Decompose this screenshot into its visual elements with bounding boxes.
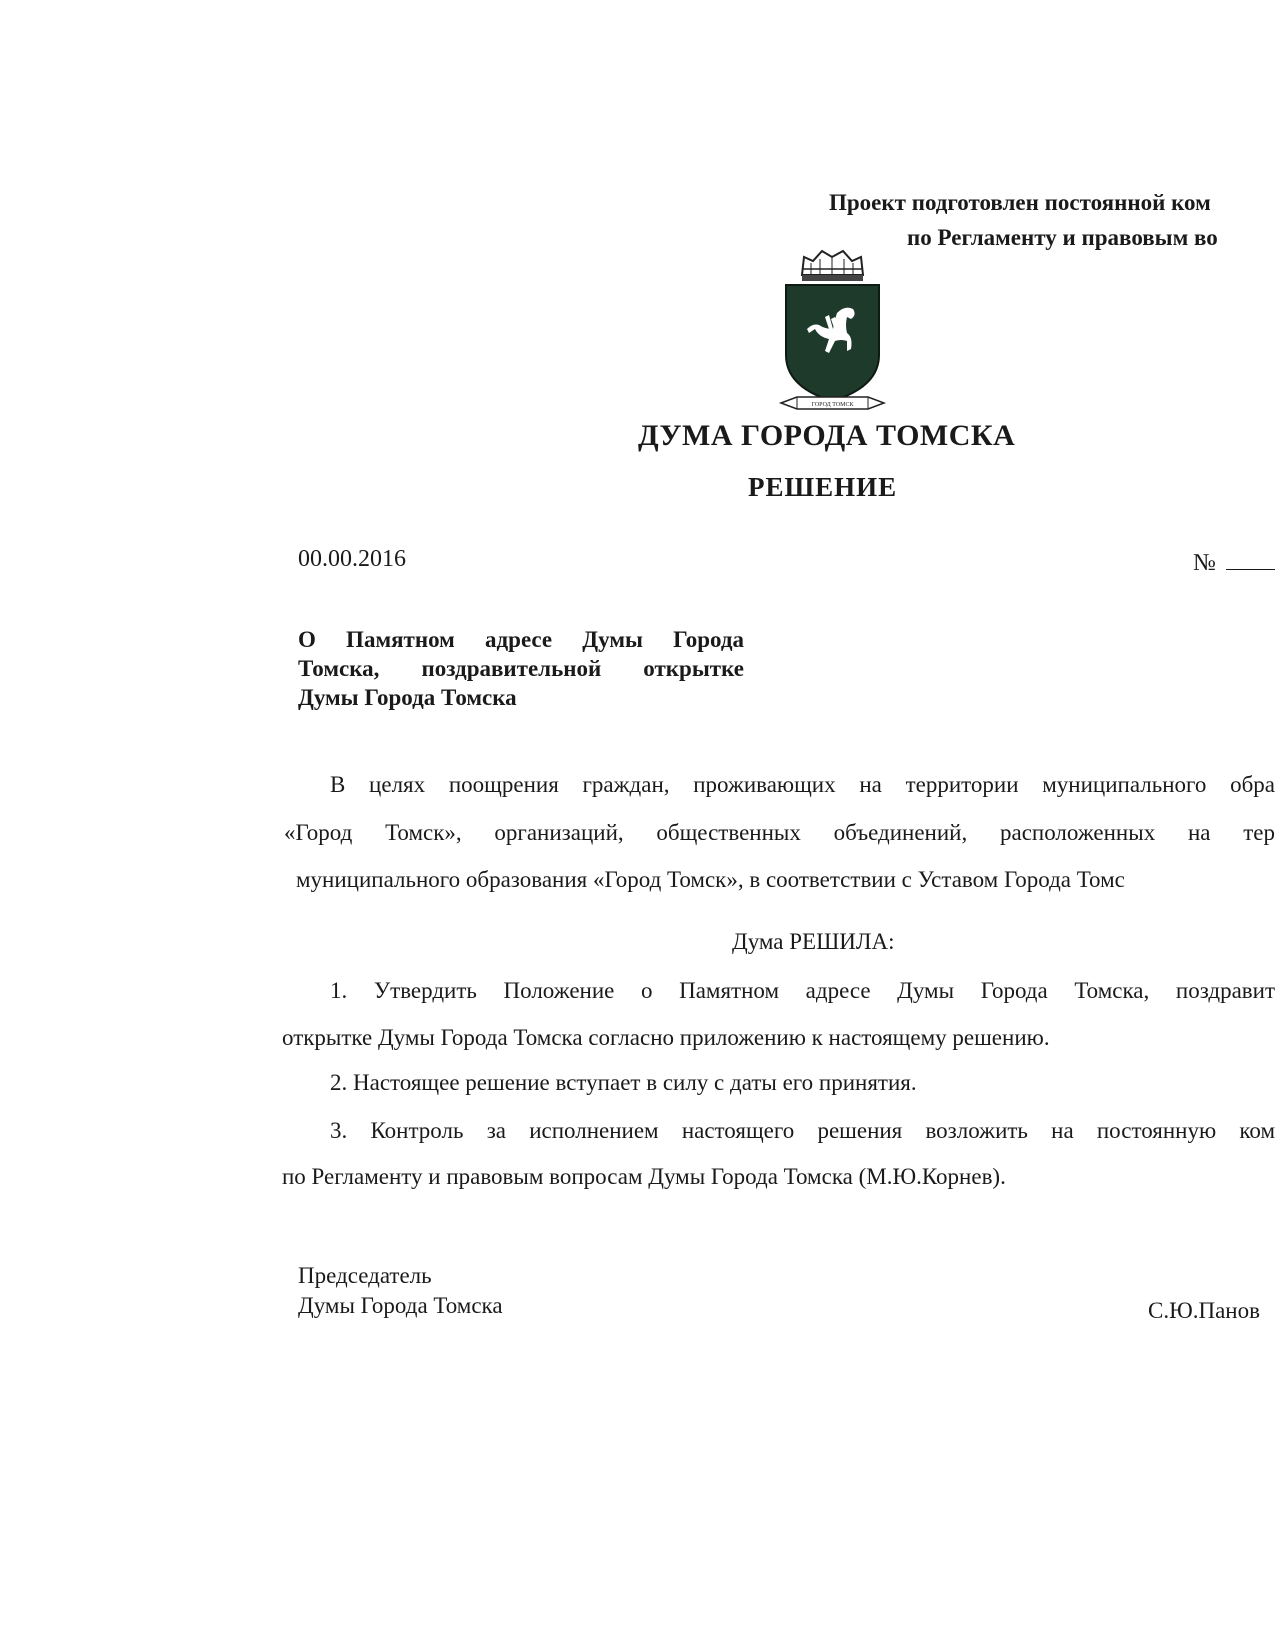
signature-name: С.Ю.Панов: [1148, 1298, 1260, 1323]
duma-decided: Дума РЕШИЛА:: [732, 929, 895, 954]
number-label: №: [1193, 550, 1216, 576]
subject-line1: О Памятном адресе Думы Города: [298, 627, 744, 652]
item-2-line1: 2. Настоящее решение вступает в силу с даты его принятия.: [330, 1070, 917, 1095]
ribbon-text: ГОРОД ТОМСК: [811, 402, 854, 408]
signature-position-line2: Думы Города Томска: [298, 1293, 503, 1318]
preamble-line2: «Город Томск», организаций, общественных объединений, расположенных на тер: [284, 820, 1275, 845]
crown-icon: [802, 251, 863, 281]
preamble-line3: муниципального образования «Город Томск», в соответствии с Уставом Города Томс: [296, 867, 1125, 892]
item-1-line2: открытке Думы Города Томска согласно приложению к настоящему решению.: [282, 1025, 1050, 1050]
document-subtitle: РЕШЕНИЕ: [748, 472, 898, 502]
document-number: [1193, 550, 1275, 577]
header-prepared-line1: Проект подготовлен постоянной ком: [829, 190, 1211, 215]
subject-line3: Думы Города Томска: [298, 685, 517, 710]
preamble-line1: В целях поощрения граждан, проживающих на территории муниципального обра: [330, 772, 1275, 797]
item-1-line1: 1. Утвердить Положение о Памятном адресе Думы Города Томска, поздравит: [330, 978, 1275, 1003]
document-date: 00.00.2016: [298, 546, 406, 572]
tomsk-coat-of-arms-emblem: [775, 245, 890, 417]
header-prepared-line2: по Регламенту и правовым во: [907, 225, 1218, 250]
ribbon-banner: [781, 397, 884, 409]
item-3-line1: 3. Контроль за исполнением настоящего решения возложить на постоянную ком: [330, 1118, 1275, 1143]
document-title: ДУМА ГОРОДА ТОМСКА: [638, 419, 1016, 452]
subject-line2: Томска, поздравительной открытке: [298, 656, 744, 681]
item-3-line2: по Регламенту и правовым вопросам Думы Города Томска (М.Ю.Корнев).: [282, 1164, 1006, 1189]
number-blank: [1226, 551, 1275, 570]
signature-position-line1: Председатель: [298, 1263, 432, 1288]
